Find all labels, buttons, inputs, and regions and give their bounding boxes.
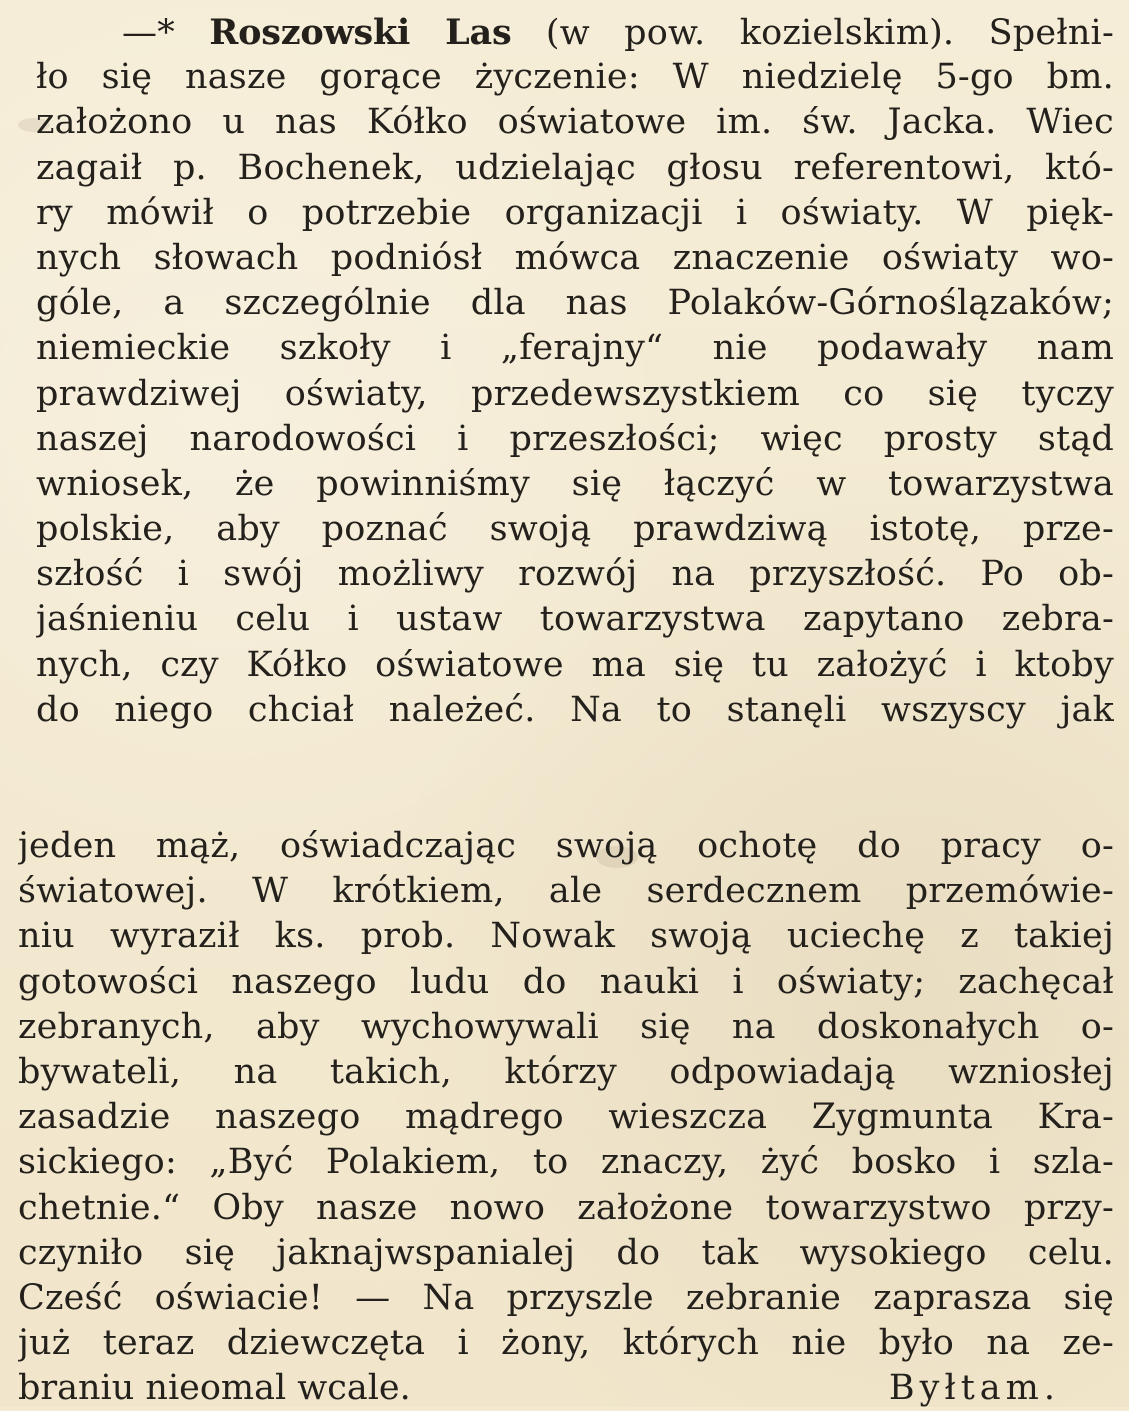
article-line: światowej. W krótkiem, ale serdecznem przemówie- (18, 871, 1114, 912)
article-line: do niego chciał należeć. Na to stanęli wszyscy jak (36, 689, 1114, 730)
article-line: czyniło się jaknajwspanialej do tak wysokiego celu. (18, 1232, 1114, 1273)
article-first-line (36, 10, 1114, 55)
article-line: nych słowach podniósł mówca znaczenie oświaty wo- (36, 237, 1114, 278)
article-line: jeden mąż, oświadczając swoją ochotę do pracy o- (18, 826, 1114, 866)
author-signature: Byłtam. (888, 1368, 1060, 1409)
article-line: nych, czy Kółko oświatowe ma się tu założyć i ktoby (36, 644, 1114, 685)
closing-line: braniu nieomal wcale. (18, 1368, 411, 1409)
article-line: zebranych, aby wychowywali się na doskonałych o- (18, 1006, 1114, 1047)
article-line: bywateli, na takich, którzy odpowiadają wzniosłej (18, 1051, 1114, 1092)
closing-row (18, 1366, 1114, 1411)
article-line: góle, a szczególnie dla nas Polaków-Górnoślązaków; (36, 283, 1114, 324)
article-line: chetnie.“ Oby nasze nowo założone towarzystwo przy- (18, 1187, 1114, 1228)
article-line: polskie, aby poznać swoją prawdziwą istotę, prze- (36, 509, 1114, 550)
article-heading: Roszowski Las (209, 12, 512, 53)
article-line: naszej narodowości i przeszłości; więc prosty stąd (36, 418, 1114, 459)
article-bottom-block (18, 824, 1114, 1411)
article-line: prawdziwej oświaty, przedewszystkiem co się tyczy (36, 373, 1114, 414)
article-line: wniosek, że powinniśmy się łączyć w towarzystwa (36, 463, 1114, 504)
article-line: szłość i swój możliwy rozwój na przyszłość. Po ob- (36, 554, 1114, 595)
article-top-block (36, 10, 1114, 733)
article-line: jaśnieniu celu i ustaw towarzystwa zapytano zebra- (36, 599, 1114, 640)
article-line: już teraz dziewczęta i żony, których nie było na ze- (18, 1323, 1114, 1364)
article-line: niu wyraził ks. prob. Nowak swoją uciechę z takiej (18, 916, 1114, 957)
article-line: zagaił p. Bochenek, udzielając głosu referentowi, któ- (36, 147, 1114, 188)
intro-mark: —* (122, 13, 210, 53)
article-line: ło się nasze gorące życzenie: W niedzielę 5-go bm. (36, 57, 1114, 98)
article-line: zasadzie naszego mądrego wieszcza Zygmunta Kra- (18, 1097, 1114, 1138)
article-line: sickiego: „Być Polakiem, to znaczy, żyć bosko i szla- (18, 1142, 1114, 1183)
article-line: założono u nas Kółko oświatowe im. św. Jacka. Wiec (36, 102, 1114, 143)
article-line: niemieckie szkoły i „ferajny“ nie podawały nam (36, 328, 1114, 369)
article-line: gotowości naszego ludu do nauki i oświaty; zachęcał (18, 961, 1114, 1002)
article-line: Cześć oświacie! — Na przyszle zebranie zaprasza się (18, 1277, 1114, 1318)
article-line: ry mówił o potrzebie organizacji i oświaty. W pięk- (36, 192, 1114, 233)
first-line-rest: (w pow. kozielskim). Spełni- (511, 13, 1114, 53)
